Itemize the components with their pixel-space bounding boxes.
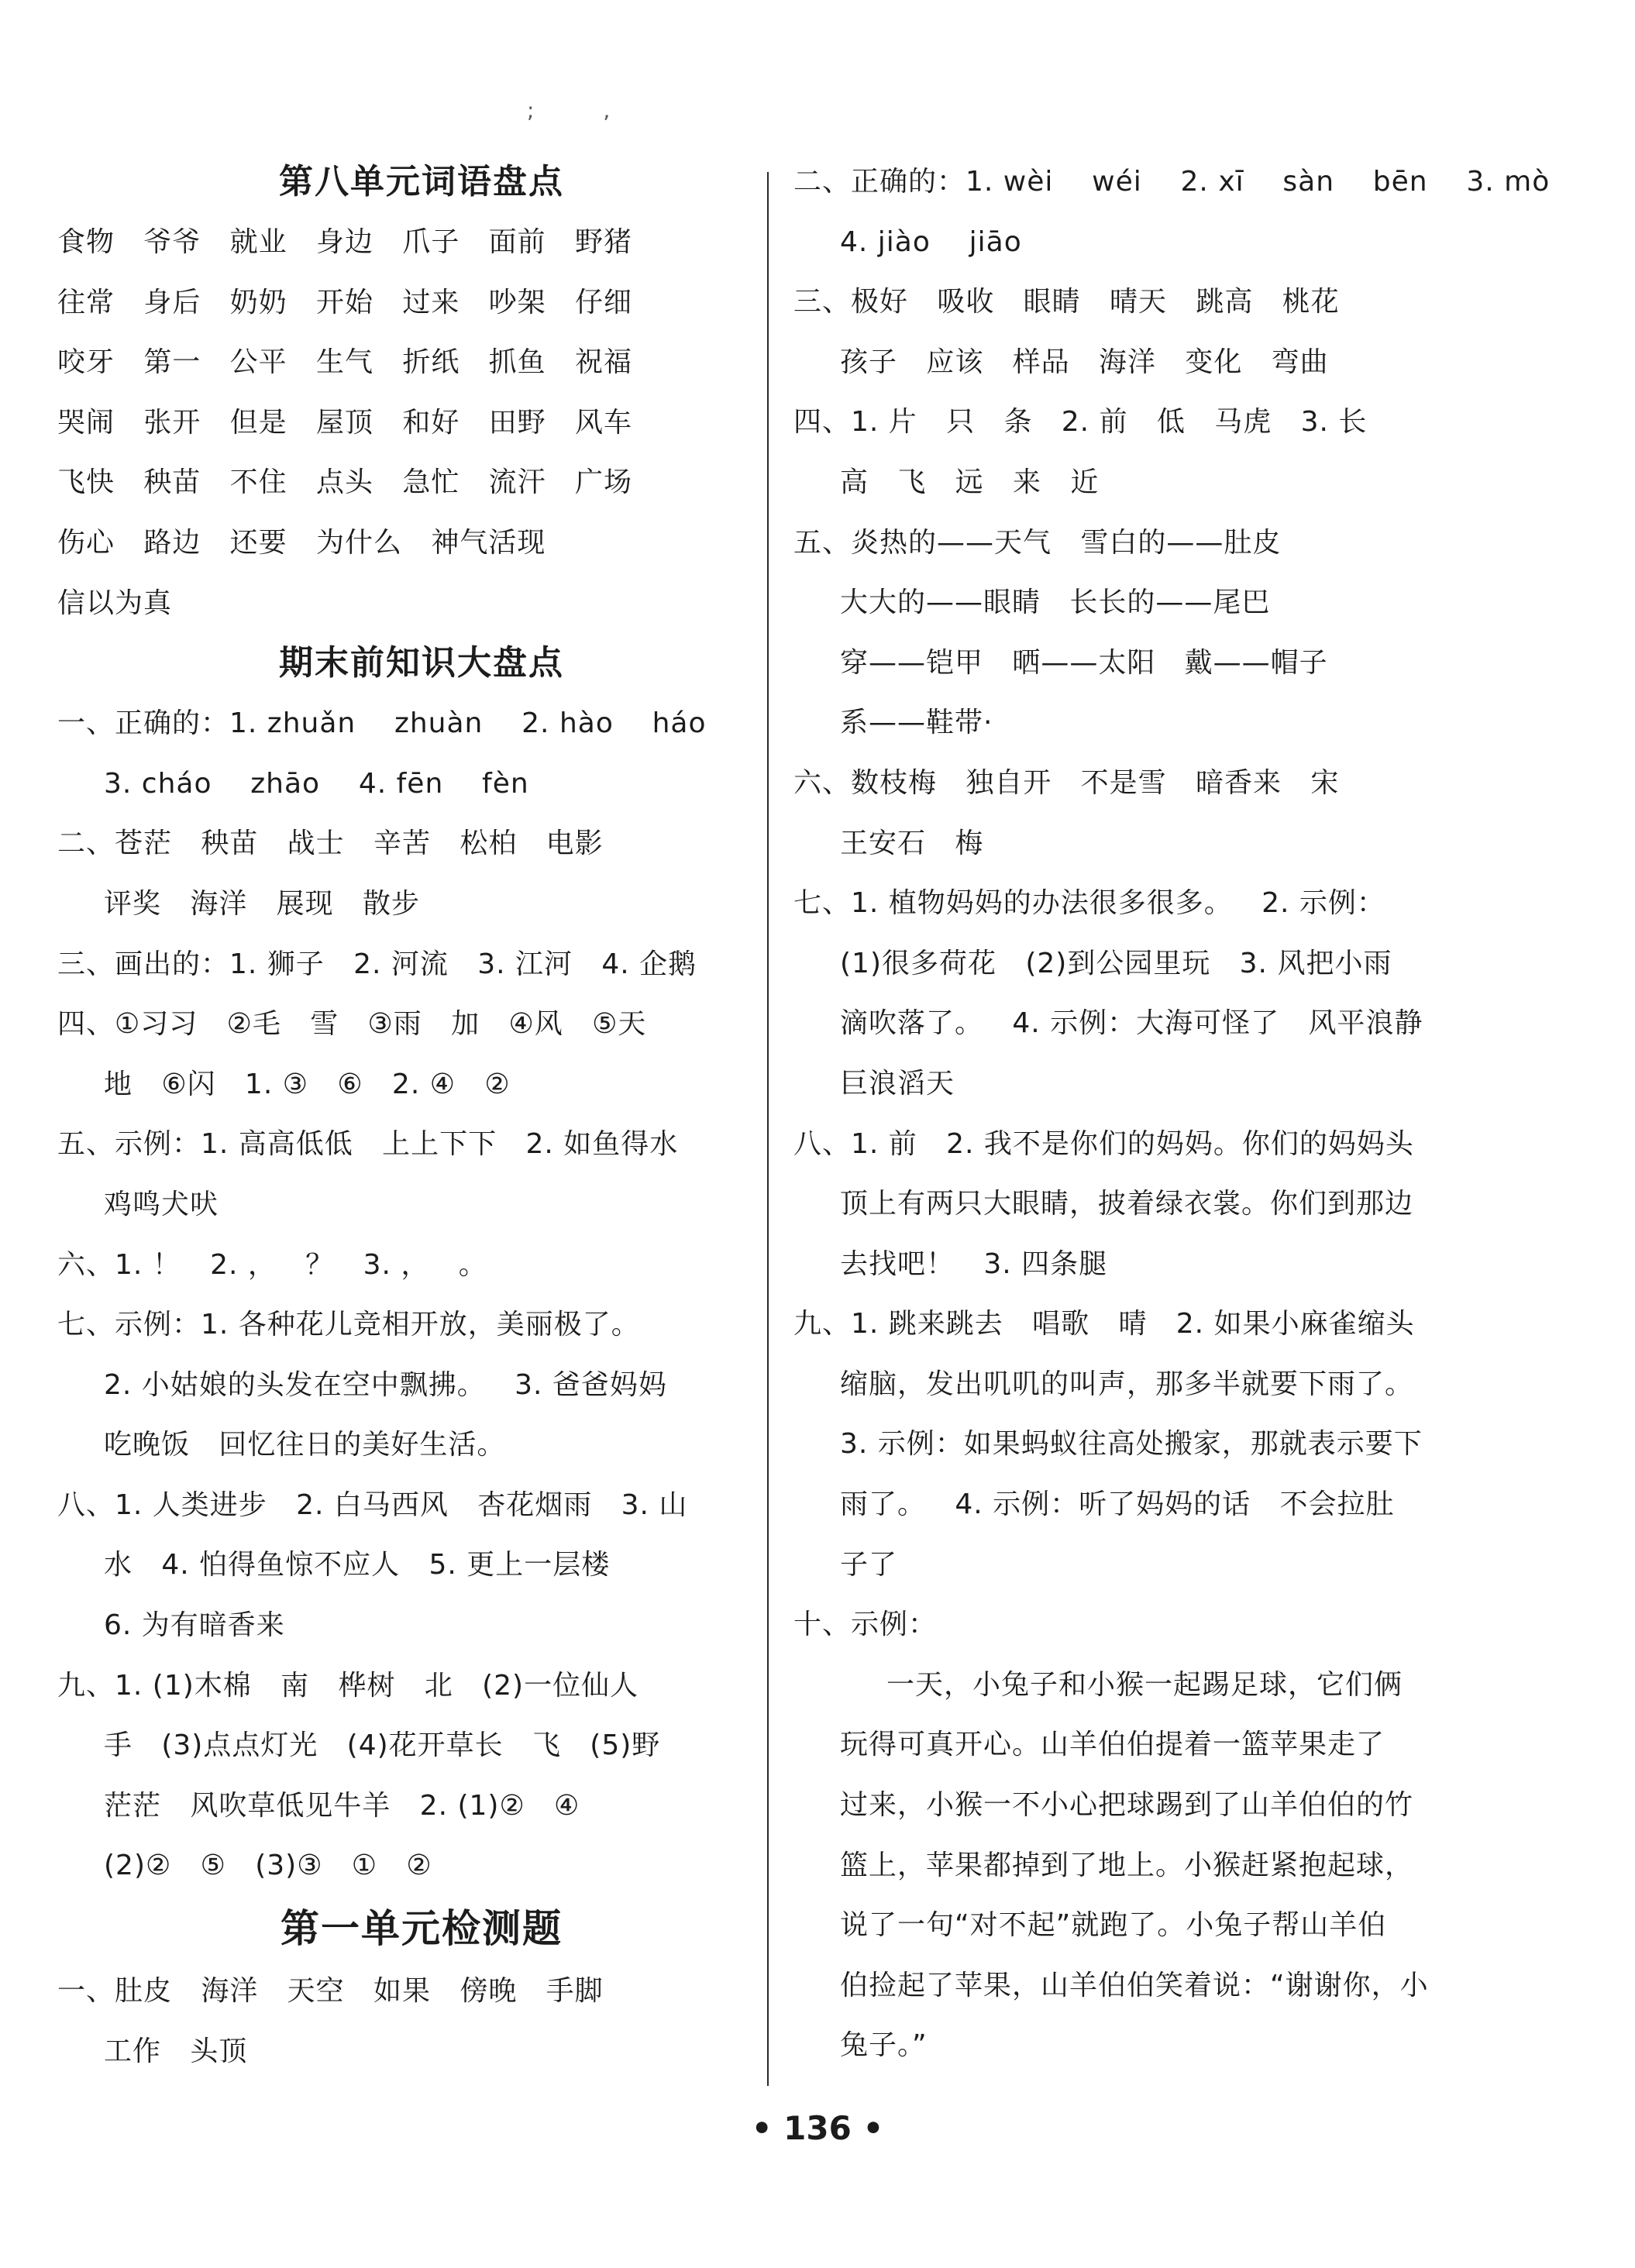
text-line: 九、1. (1)木棉 南 桦树 北 (2)一位仙人 bbox=[57, 1669, 639, 1702]
text-line: 去找吧！ 3. 四条腿 bbox=[840, 1248, 1108, 1280]
text-line: 3. 示例：如果蚂蚁往高处搬家，那就表示要下 bbox=[840, 1428, 1423, 1461]
text-line: 大大的——眼睛 长长的——尾巴 bbox=[840, 587, 1271, 619]
text-line: 顶上有两只大眼睛，披着绿衣裳。你们到那边 bbox=[840, 1188, 1414, 1220]
text-line: (2)② ⑤ (3)③ ① ② bbox=[104, 1850, 432, 1882]
section-heading-unit8: 第八单元词语盘点 bbox=[279, 162, 564, 201]
text-line: 滴吹落了。 4. 示例：大海可怪了 风平浪静 bbox=[840, 1007, 1423, 1040]
test-answers bbox=[57, 1961, 755, 2081]
text-line: 4. jiào jiāo bbox=[840, 225, 1022, 258]
text-line: 七、示例：1. 各种花儿竞相开放，美丽极了。 bbox=[57, 1309, 640, 1341]
text-line: 十、示例： bbox=[793, 1609, 938, 1641]
text-line: 信以为真 bbox=[57, 587, 173, 619]
text-line: 哭闹 张开 但是 屋顶 和好 田野 风车 bbox=[57, 406, 632, 439]
text-line: 地 ⑥闪 1. ③ ⑥ 2. ④ ② bbox=[104, 1068, 511, 1100]
text-line: 伯捡起了苹果，山羊伯伯笑着说：“谢谢你，小 bbox=[840, 1969, 1429, 2001]
text-line: 七、1. 植物妈妈的办法很多很多。 2. 示例： bbox=[793, 887, 1385, 920]
section-heading-final-review: 期末前知识大盘点 bbox=[279, 643, 564, 683]
text-line: 往常 身后 奶奶 开始 过来 吵架 仔细 bbox=[57, 286, 632, 318]
right-answers bbox=[793, 152, 1568, 2076]
text-line: 穿——铠甲 晒——太阳 戴——帽子 bbox=[840, 646, 1328, 679]
text-line: 三、画出的：1. 狮子 2. 河流 3. 江河 4. 企鹅 bbox=[57, 948, 697, 980]
text-line: 六、数枝梅 独自开 不是雪 暗香来 宋 bbox=[793, 766, 1340, 799]
word-list bbox=[57, 212, 755, 633]
text-line: 四、1. 片 只 条 2. 前 低 马虎 3. 长 bbox=[793, 406, 1368, 439]
text-line: 玩得可真开心。山羊伯伯提着一篮苹果走了 bbox=[840, 1729, 1385, 1761]
text-line: 巨浪滔天 bbox=[840, 1067, 955, 1100]
text-line: 一天，小兔子和小猴一起踢足球，它们俩 bbox=[886, 1668, 1403, 1701]
text-line: 过来，小猴一不小心把球踢到了山羊伯伯的竹 bbox=[840, 1789, 1414, 1822]
text-line: 九、1. 跳来跳去 唱歌 晴 2. 如果小麻雀缩头 bbox=[793, 1308, 1415, 1340]
text-line: 伤心 路边 还要 为什么 神气活现 bbox=[57, 526, 546, 559]
top-mark: ; , bbox=[527, 98, 642, 123]
text-line: 王安石 梅 bbox=[840, 827, 984, 859]
text-line: 系——鞋带· bbox=[840, 707, 993, 739]
text-line: 咬牙 第一 公平 生气 折纸 抓鱼 祝福 bbox=[57, 346, 632, 379]
text-line: 水 4. 怕得鱼惊不应人 5. 更上一层楼 bbox=[104, 1549, 611, 1581]
text-line: 篮上，苹果都掉到了地上。小猴赶紧抱起球， bbox=[840, 1849, 1414, 1881]
text-line: 二、正确的：1. wèi wéi 2. xī sàn bēn 3. mò bbox=[793, 166, 1551, 198]
text-line: 八、1. 前 2. 我不是你们的妈妈。你们的妈妈头 bbox=[793, 1127, 1414, 1160]
section-heading-unit1-test: 第一单元检测题 bbox=[281, 1906, 563, 1952]
text-line: 四、①习习 ②毛 雪 ③雨 加 ④风 ⑤天 bbox=[57, 1008, 647, 1041]
text-line: (1)很多荷花 (2)到公园里玩 3. 风把小雨 bbox=[840, 947, 1392, 979]
text-line: 6. 为有暗香来 bbox=[104, 1609, 285, 1642]
text-line: 手 (3)点点灯光 (4)花开草长 飞 (5)野 bbox=[104, 1729, 661, 1762]
text-line: 评奖 海洋 展现 散步 bbox=[104, 887, 420, 920]
text-line: 高 飞 远 来 近 bbox=[840, 466, 1100, 498]
text-line: 二、苍茫 秧苗 战士 辛苦 松柏 电影 bbox=[57, 828, 604, 860]
review-answers bbox=[57, 693, 755, 1896]
text-line: 雨了。 4. 示例：听了妈妈的话 不会拉肚 bbox=[840, 1488, 1395, 1521]
left-column bbox=[57, 152, 755, 2081]
text-line: 工作 头顶 bbox=[104, 2035, 248, 2067]
text-line: 食物 爷爷 就业 身边 爪子 面前 野猪 bbox=[57, 226, 632, 258]
text-line: 三、极好 吸收 眼睛 晴天 跳高 桃花 bbox=[793, 286, 1340, 318]
text-line: 茫茫 风吹草低见牛羊 2. (1)② ④ bbox=[104, 1789, 580, 1822]
text-line: 五、示例：1. 高高低低 上上下下 2. 如鱼得水 bbox=[57, 1128, 679, 1161]
right-column bbox=[793, 152, 1568, 2076]
text-line: 2. 小姑娘的头发在空中飘拂。 3. 爸爸妈妈 bbox=[104, 1368, 667, 1401]
text-line: 飞快 秧苗 不住 点头 急忙 流汗 广场 bbox=[57, 466, 632, 499]
text-line: 一、肚皮 海洋 天空 如果 傍晚 手脚 bbox=[57, 1975, 604, 2008]
text-line: 孩子 应该 样品 海洋 变化 弯曲 bbox=[840, 346, 1329, 378]
page-number: • 136 • bbox=[751, 2109, 884, 2147]
column-divider bbox=[767, 172, 769, 2086]
text-line: 吃晚饭 回忆往日的美好生活。 bbox=[104, 1429, 506, 1461]
text-line: 缩脑，发出叽叽的叫声，那多半就要下雨了。 bbox=[840, 1368, 1414, 1400]
text-line: 子了 bbox=[840, 1548, 898, 1581]
text-line: 兔子。” bbox=[840, 2029, 928, 2062]
text-line: 3. cháo zhāo 4. fēn fèn bbox=[104, 767, 529, 800]
text-line: 说了一句“对不起”就跑了。小兔子帮山羊伯 bbox=[840, 1909, 1387, 1942]
text-line: 六、1. ！ 2. ， ？ 3. ， 。 bbox=[57, 1248, 487, 1281]
text-line: 八、1. 人类进步 2. 白马西风 杏花烟雨 3. 山 bbox=[57, 1488, 688, 1521]
text-line: 五、炎热的——天气 雪白的——肚皮 bbox=[793, 526, 1282, 559]
text-line: 一、正确的：1. zhuǎn zhuàn 2. hào háo bbox=[57, 707, 707, 740]
text-line: 鸡鸣犬吠 bbox=[104, 1188, 219, 1220]
